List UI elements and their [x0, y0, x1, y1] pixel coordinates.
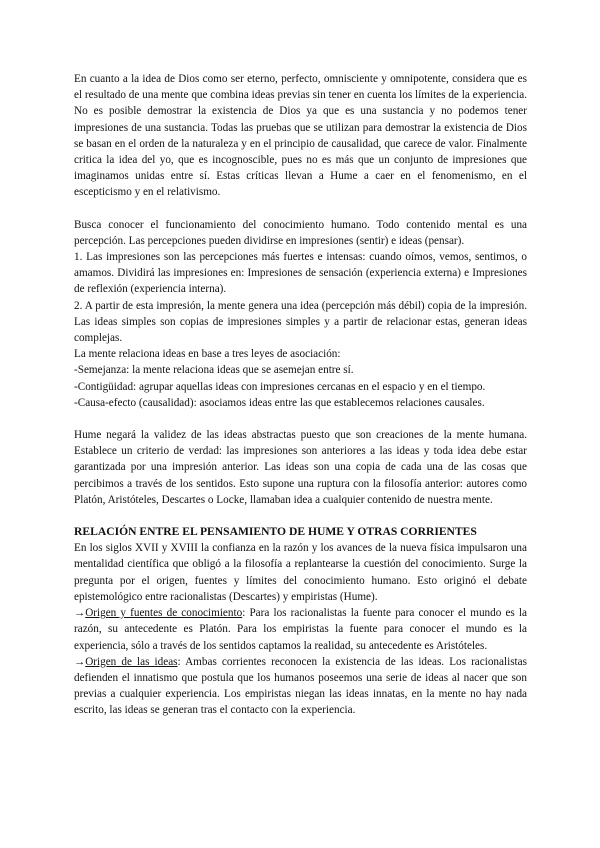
- section-heading: RELACIÓN ENTRE EL PENSAMIENTO DE HUME Y OTRAS CORRIENTES: [74, 525, 477, 539]
- paragraph-god-critique: En cuanto a la idea de Dios como ser eterno, perfecto, omnisciente y omnipotente, considera que es el resultado de una mente que combina ideas previas sin tener en cuenta los límites de la experiencia. No es posible demostrar la existencia de Dios ya que es una sustancia y no podemos tener impresiones de una sustancia. Todas las pruebas que se utilizan para demostrar la existencia de Dios se basan en el orden de la naturaleza y en el principio de causalidad, que carece de valor. Finalmente critica la idea del yo, que es incognoscible, pues no es más que un conjunto de impresiones que imaginamos unidas entre sí. Estas críticas llevan a Hume a caer en el fenomenismo, en el escepticismo y en el relativismo.: [74, 73, 527, 199]
- item-text-ideas-origin: : Ambas corrientes reconocen la existencia de las ideas. Los racionalistas defienden el innatismo que postula que los humanos poseemos una serie de ideas al nacer que son previas a cualquier experiencia. Los empiristas niegan las ideas innatas, en la mente no hay nada escrito, las ideas se generan tras el contacto con la experiencia.: [74, 655, 527, 717]
- item-text-sources: : Para los racionalistas la fuente para conocer el mundo es la razón, su antecedente es Platón. Para los empiristas la fuente para conocer el mundo es la experiencia, sólo a través de los sentidos captamos la realidad, su antecedente es Aristóteles.: [74, 607, 528, 652]
- paragraph-knowledge-intro: Busca conocer el funcionamiento del conocimiento humano. Todo contenido mental es una percepción. Las percepciones pueden dividirse en impresiones (sentir) e ideas (pensar).: [74, 218, 527, 247]
- section-intro: En los siglos XVII y XVIII la confianza en la razón y los avances de la nueva física impulsaron una mentalidad científica que obligó a la filosofía a replantearse la cuestión del conocimiento. Surge la pregunta por el origen, fuentes y límites del conocimiento humano. Esto originó el debate epistemológico entre racionalistas (Descartes) y empiristas (Hume).: [74, 542, 527, 603]
- arrow-icon: →: [74, 655, 86, 668]
- item-title-sources: Origen y fuentes de conocimiento: [85, 607, 243, 620]
- association-laws-intro: La mente relaciona ideas en base a tres leyes de asociación:: [74, 348, 341, 361]
- section-item-ideas-origin: [74, 654, 527, 719]
- arrow-icon: →: [74, 607, 86, 620]
- paragraph-ideas-point: 2. A partir de esta impresión, la mente genera una idea (percepción más débil) copia de la impresión. Las ideas simples son copias de impresiones simples y a partir de relacionar estas, generan ideas complejas.: [74, 299, 527, 345]
- paragraph-spacer: [74, 508, 527, 524]
- paragraph-abstract-ideas: Hume negará la validez de las ideas abstractas puesto que son creaciones de la mente humana. Establece un criterio de verdad: las impresiones son anteriores a las ideas y toda idea debe estar garantizada por una impresión anterior. Las ideas son una copia de cada una de las cosas que percibimos a través de los sentidos. Esto supone una ruptura con la filosofía anterior: autores como Platón, Aristóteles, Descartes o Locke, llamaban idea a cualquier contenido de nuestra mente.: [74, 429, 527, 506]
- law-causality: -Causa-efecto (causalidad): asociamos ideas entre las que establecemos relaciones causales.: [74, 396, 485, 409]
- law-resemblance: -Semejanza: la mente relaciona ideas que se asemejan entre sí.: [74, 364, 354, 377]
- item-title-ideas-origin: Origen de las ideas: [85, 655, 178, 668]
- law-contiguity: -Contigüidad: agrupar aquellas ideas con impresiones cercanas en el espacio y en el tiempo.: [74, 380, 486, 393]
- document-body: [74, 71, 527, 719]
- paragraph-impressions-point: 1. Las impresiones son las percepciones más fuertes e intensas: cuando oímos, vemos, sentimos, o amamos. Dividirá las impresiones en: Impresiones de sensación (experiencia externa) e Impresiones de reflexión (experiencia interna).: [74, 251, 527, 296]
- paragraph-spacer: [74, 201, 527, 217]
- section-item-sources: [74, 605, 527, 654]
- paragraph-spacer: [74, 411, 527, 427]
